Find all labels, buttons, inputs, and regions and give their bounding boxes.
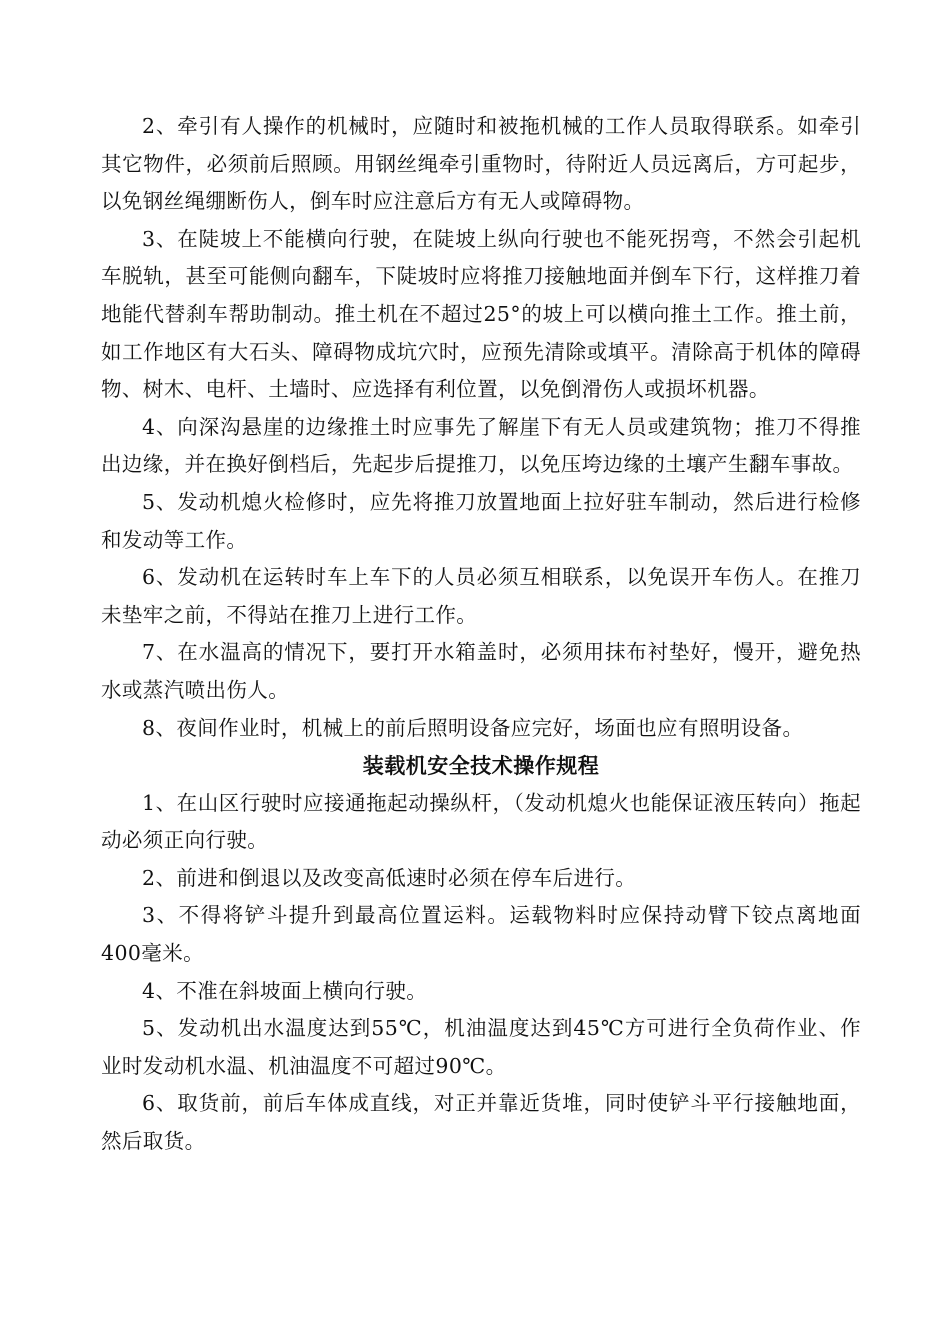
- bulldozer-rule-2: 2、牵引有人操作的机械时，应随时和被拖机械的工作人员取得联系。如牵引其它物件，必须前后照顾。用钢丝绳牵引重物时，待附近人员远离后，方可起步，以免钢丝绳绷断伤人，倒车时应注意后方有无人或障碍物。: [101, 114, 861, 214]
- loader-rule-1: 1、在山区行驶时应接通拖起动操纵杆，（发动机熄火也能保证液压转向）拖起动必须正向行驶。: [101, 790, 861, 853]
- loader-rule-2: 2、前进和倒退以及改变高低速时必须在停车后进行。: [142, 865, 637, 890]
- bulldozer-rule-4: 4、向深沟悬崖的边缘推土时应事先了解崖下有无人员或建筑物；推刀不得推出边缘，并在换好倒档后，先起步后提推刀，以免压垮边缘的土壤产生翻车事故。: [101, 414, 861, 477]
- loader-rule-3: 3、不得将铲斗提升到最高位置运料。运载物料时应保持动臂下铰点离地面400毫米。: [101, 903, 861, 966]
- loader-section-heading: 装载机安全技术操作规程: [362, 753, 600, 779]
- loader-rule-5: 5、发动机出水温度达到55℃，机油温度达到45℃方可进行全负荷作业、作业时发动机水温、机油温度不可超过90℃。: [101, 1016, 861, 1078]
- loader-rule-4: 4、不准在斜坡面上横向行驶。: [142, 978, 428, 1003]
- bulldozer-rule-5: 5、发动机熄火检修时，应先将推刀放置地面上拉好驻车制动，然后进行检修和发动等工作。: [101, 489, 861, 552]
- document-body: [101, 108, 861, 1161]
- bulldozer-rule-3: 3、在陡坡上不能横向行驶，在陡坡上纵向行驶也不能死拐弯，不然会引起机车脱轨，甚至可能侧向翻车，下陡坡时应将推刀接触地面并倒车下行，这样推刀着地能代替刹车帮助制动。推土机在不超过25°的坡上可以横向推土工作。推土前，如工作地区有大石头、障碍物成坑穴时，应预先清除或填平。清除高于机体的障碍物、树木、电杆、土墙时、应选择有利位置，以免倒滑伤人或损坏机器。: [101, 226, 861, 402]
- bulldozer-rule-6: 6、发动机在运转时车上车下的人员必须互相联系，以免误开车伤人。在推刀未垫牢之前，不得站在推刀上进行工作。: [101, 565, 861, 627]
- loader-rule-6: 6、取货前，前后车体成直线，对正并靠近货堆，同时使铲斗平行接触地面，然后取货。: [101, 1091, 861, 1154]
- bulldozer-rule-7: 7、在水温高的情况下，要打开水箱盖时，必须用抹布衬垫好，慢开，避免热水或蒸汽喷出伤人。: [101, 640, 861, 702]
- bulldozer-rule-8: 8、夜间作业时，机械上的前后照明设备应完好，场面也应有照明设备。: [142, 715, 804, 740]
